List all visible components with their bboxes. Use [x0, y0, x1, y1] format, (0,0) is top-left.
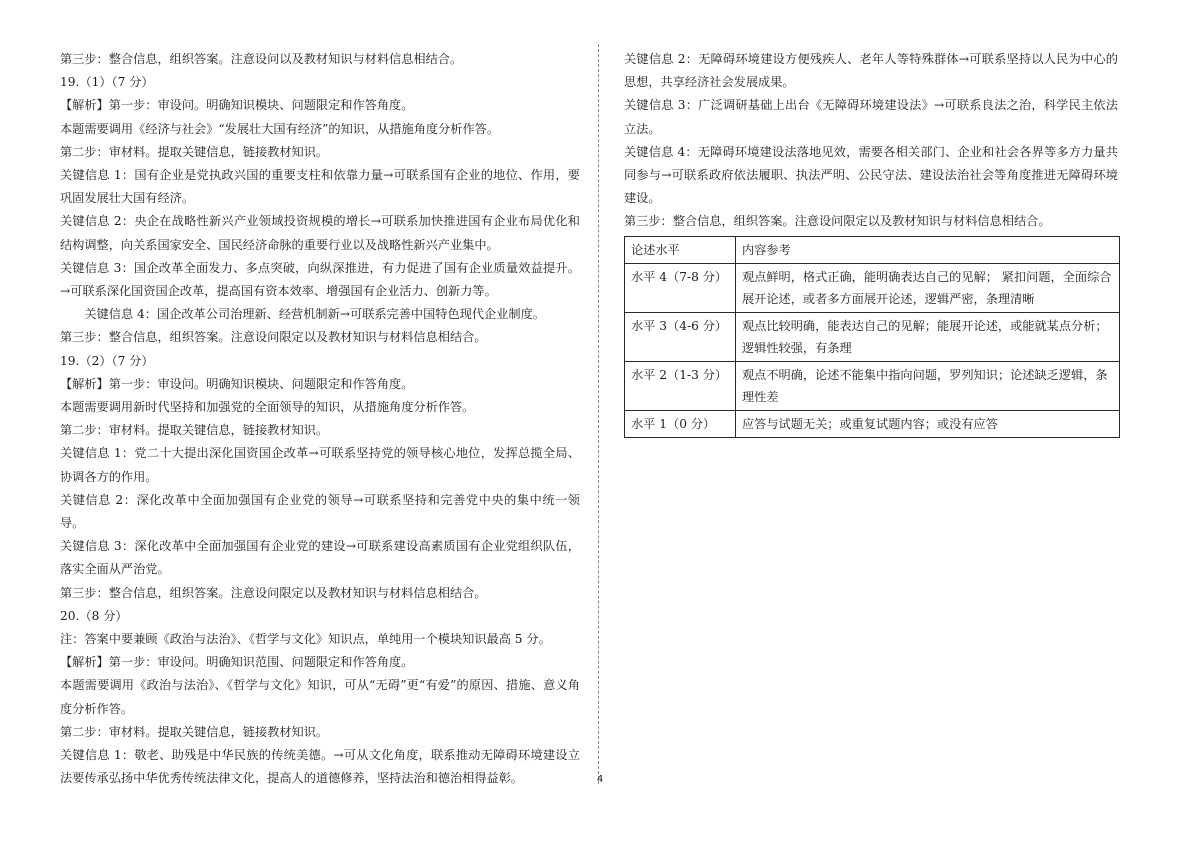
question-heading: 20.（8 分） [60, 608, 128, 623]
content-cell: 应答与试题无关；或重复试题内容；或没有应答 [736, 410, 1120, 437]
level-cell: 水平 4（7-8 分） [625, 263, 736, 312]
paragraph: 第二步：审材料。提取关键信息，链接教材知识。 [60, 423, 329, 438]
content-cell: 观点不明确，论述不能集中指向问题，罗列知识；论述缺乏逻辑，条理性差 [736, 361, 1120, 410]
table-header-cell: 论述水平 [625, 236, 736, 263]
level-cell: 水平 1（0 分） [625, 410, 736, 437]
question-heading: 19.（2）（7 分） [60, 353, 154, 368]
left-column [60, 48, 580, 791]
level-cell: 水平 2（1-3 分） [625, 361, 736, 410]
paragraph: 【解析】第一步：审设问。明确知识范围、问题限定和作答角度。 [60, 655, 414, 670]
table-row [625, 410, 1120, 437]
table-row [625, 263, 1120, 312]
paragraph: 关键信息 4：国企改革公司治理新、经营机制新→可联系完善中国特色现代企业制度。 [84, 307, 545, 322]
column-divider [598, 44, 599, 784]
paragraph: 关键信息 2：央企在战略性新兴产业领域投资规模的增长→可联系加快推进国有企业布局优化和结构调整，向关系国家安全、国民经济命脉的重要行业以及战略性新兴产业集中。 [60, 214, 580, 252]
table-header-row [625, 236, 1120, 263]
paragraph: 本题需要调用《经济与社会》“发展壮大国有经济”的知识，从措施角度分析作答。 [60, 121, 500, 136]
paragraph: 关键信息 3：国企改革全面发力、多点突破，向纵深推进，有力促进了国有企业质量效益提升。→可联系深化国资国企改革，提高国有资本效率、增强国有企业活力、创新力等。 [60, 260, 580, 299]
paragraph: 关键信息 1：党二十大提出深化国资国企改革→可联系坚持党的领导核心地位，发挥总揽全局、协调各方的作用。 [60, 446, 580, 484]
level-cell: 水平 3（4-6 分） [625, 312, 736, 361]
paragraph: 第二步：审材料。提取关键信息，链接教材知识。 [60, 144, 329, 159]
paragraph: 注：答案中要兼顾《政治与法治》、《哲学与文化》知识点，单纯用一个模块知识最高 5 分。 [60, 632, 551, 647]
question-heading: 19.（1）（7 分） [60, 75, 154, 90]
paragraph: 关键信息 2：深化改革中全面加强国有企业党的领导→可联系坚持和完善党中央的集中统一领导。 [60, 492, 580, 531]
paragraph: 关键信息 4：无障碍环境建设法落地见效，需要各相关部门、企业和社会各界等多方力量共同参与→可联系政府依法履职、执法严明、公民守法、建设法治社会等角度推进无障碍环境建设。 [624, 144, 1118, 206]
paragraph: 第三步：整合信息，组织答案。注意设问限定以及教材知识与材料信息相结合。 [60, 585, 487, 600]
paragraph: 关键信息 1：国有企业是党执政兴国的重要支柱和依靠力量→可联系国有企业的地位、作用，要巩固发展壮大国有经济。 [60, 168, 580, 206]
right-column [624, 48, 1118, 438]
content-cell: 观点比较明确，能表达自己的见解；能展开论述，或能就某点分析；逻辑性较强，有条理 [736, 312, 1120, 361]
paragraph: 第三步：整合信息，组织答案。注意设问限定以及教材知识与材料信息相结合。 [60, 330, 487, 345]
paragraph: 【解析】第一步：审设问。明确知识模块、问题限定和作答角度。 [60, 98, 414, 113]
table-row [625, 361, 1120, 410]
paragraph: 第二步：审材料。提取关键信息，链接教材知识。 [60, 724, 329, 739]
content-cell: 观点鲜明，格式正确，能明确表达自己的见解； 紧扣问题，全面综合展开论述，或者多方面展开论述，逻辑严密，条理清晰 [736, 263, 1120, 312]
paragraph: 第三步：整合信息，组织答案。注意设问以及教材知识与材料信息相结合。 [60, 52, 463, 66]
table-row [625, 312, 1120, 361]
paragraph: 关键信息 2：无障碍环境建设方便残疾人、老年人等特殊群体→可联系坚持以人民为中心的思想，共享经济社会发展成果。 [624, 52, 1118, 90]
paragraph: 本题需要调用《政治与法治》、《哲学与文化》知识，可从“无碍”更“有爱”的原因、措施、意义角度分析作答。 [60, 678, 580, 716]
paragraph: 关键信息 3：广泛调研基础上出台《无障碍环境建设法》→可联系良法之治，科学民主依法立法。 [624, 98, 1118, 136]
paragraph: 关键信息 1：敬老、助残是中华民族的传统美德。→可从文化角度，联系推动无障碍环境建设立法要传承弘扬中华优秀传统法律文化，提高人的道德修养，坚持法治和德治相得益彰。 [60, 748, 580, 786]
paragraph: 本题需要调用新时代坚持和加强党的全面领导的知识，从措施角度分析作答。 [60, 400, 475, 415]
rubric-table [624, 236, 1120, 438]
paragraph: 【解析】第一步：审设问。明确知识模块、问题限定和作答角度。 [60, 376, 414, 391]
paragraph: 关键信息 3：深化改革中全面加强国有企业党的建设→可联系建设高素质国有企业党组织队伍，落实全面从严治党。 [60, 539, 580, 577]
paragraph: 第三步：整合信息，组织答案。注意设问限定以及教材知识与材料信息相结合。 [624, 214, 1051, 229]
page-number: 4 [596, 774, 604, 785]
table-header-cell: 内容参考 [736, 236, 1120, 263]
